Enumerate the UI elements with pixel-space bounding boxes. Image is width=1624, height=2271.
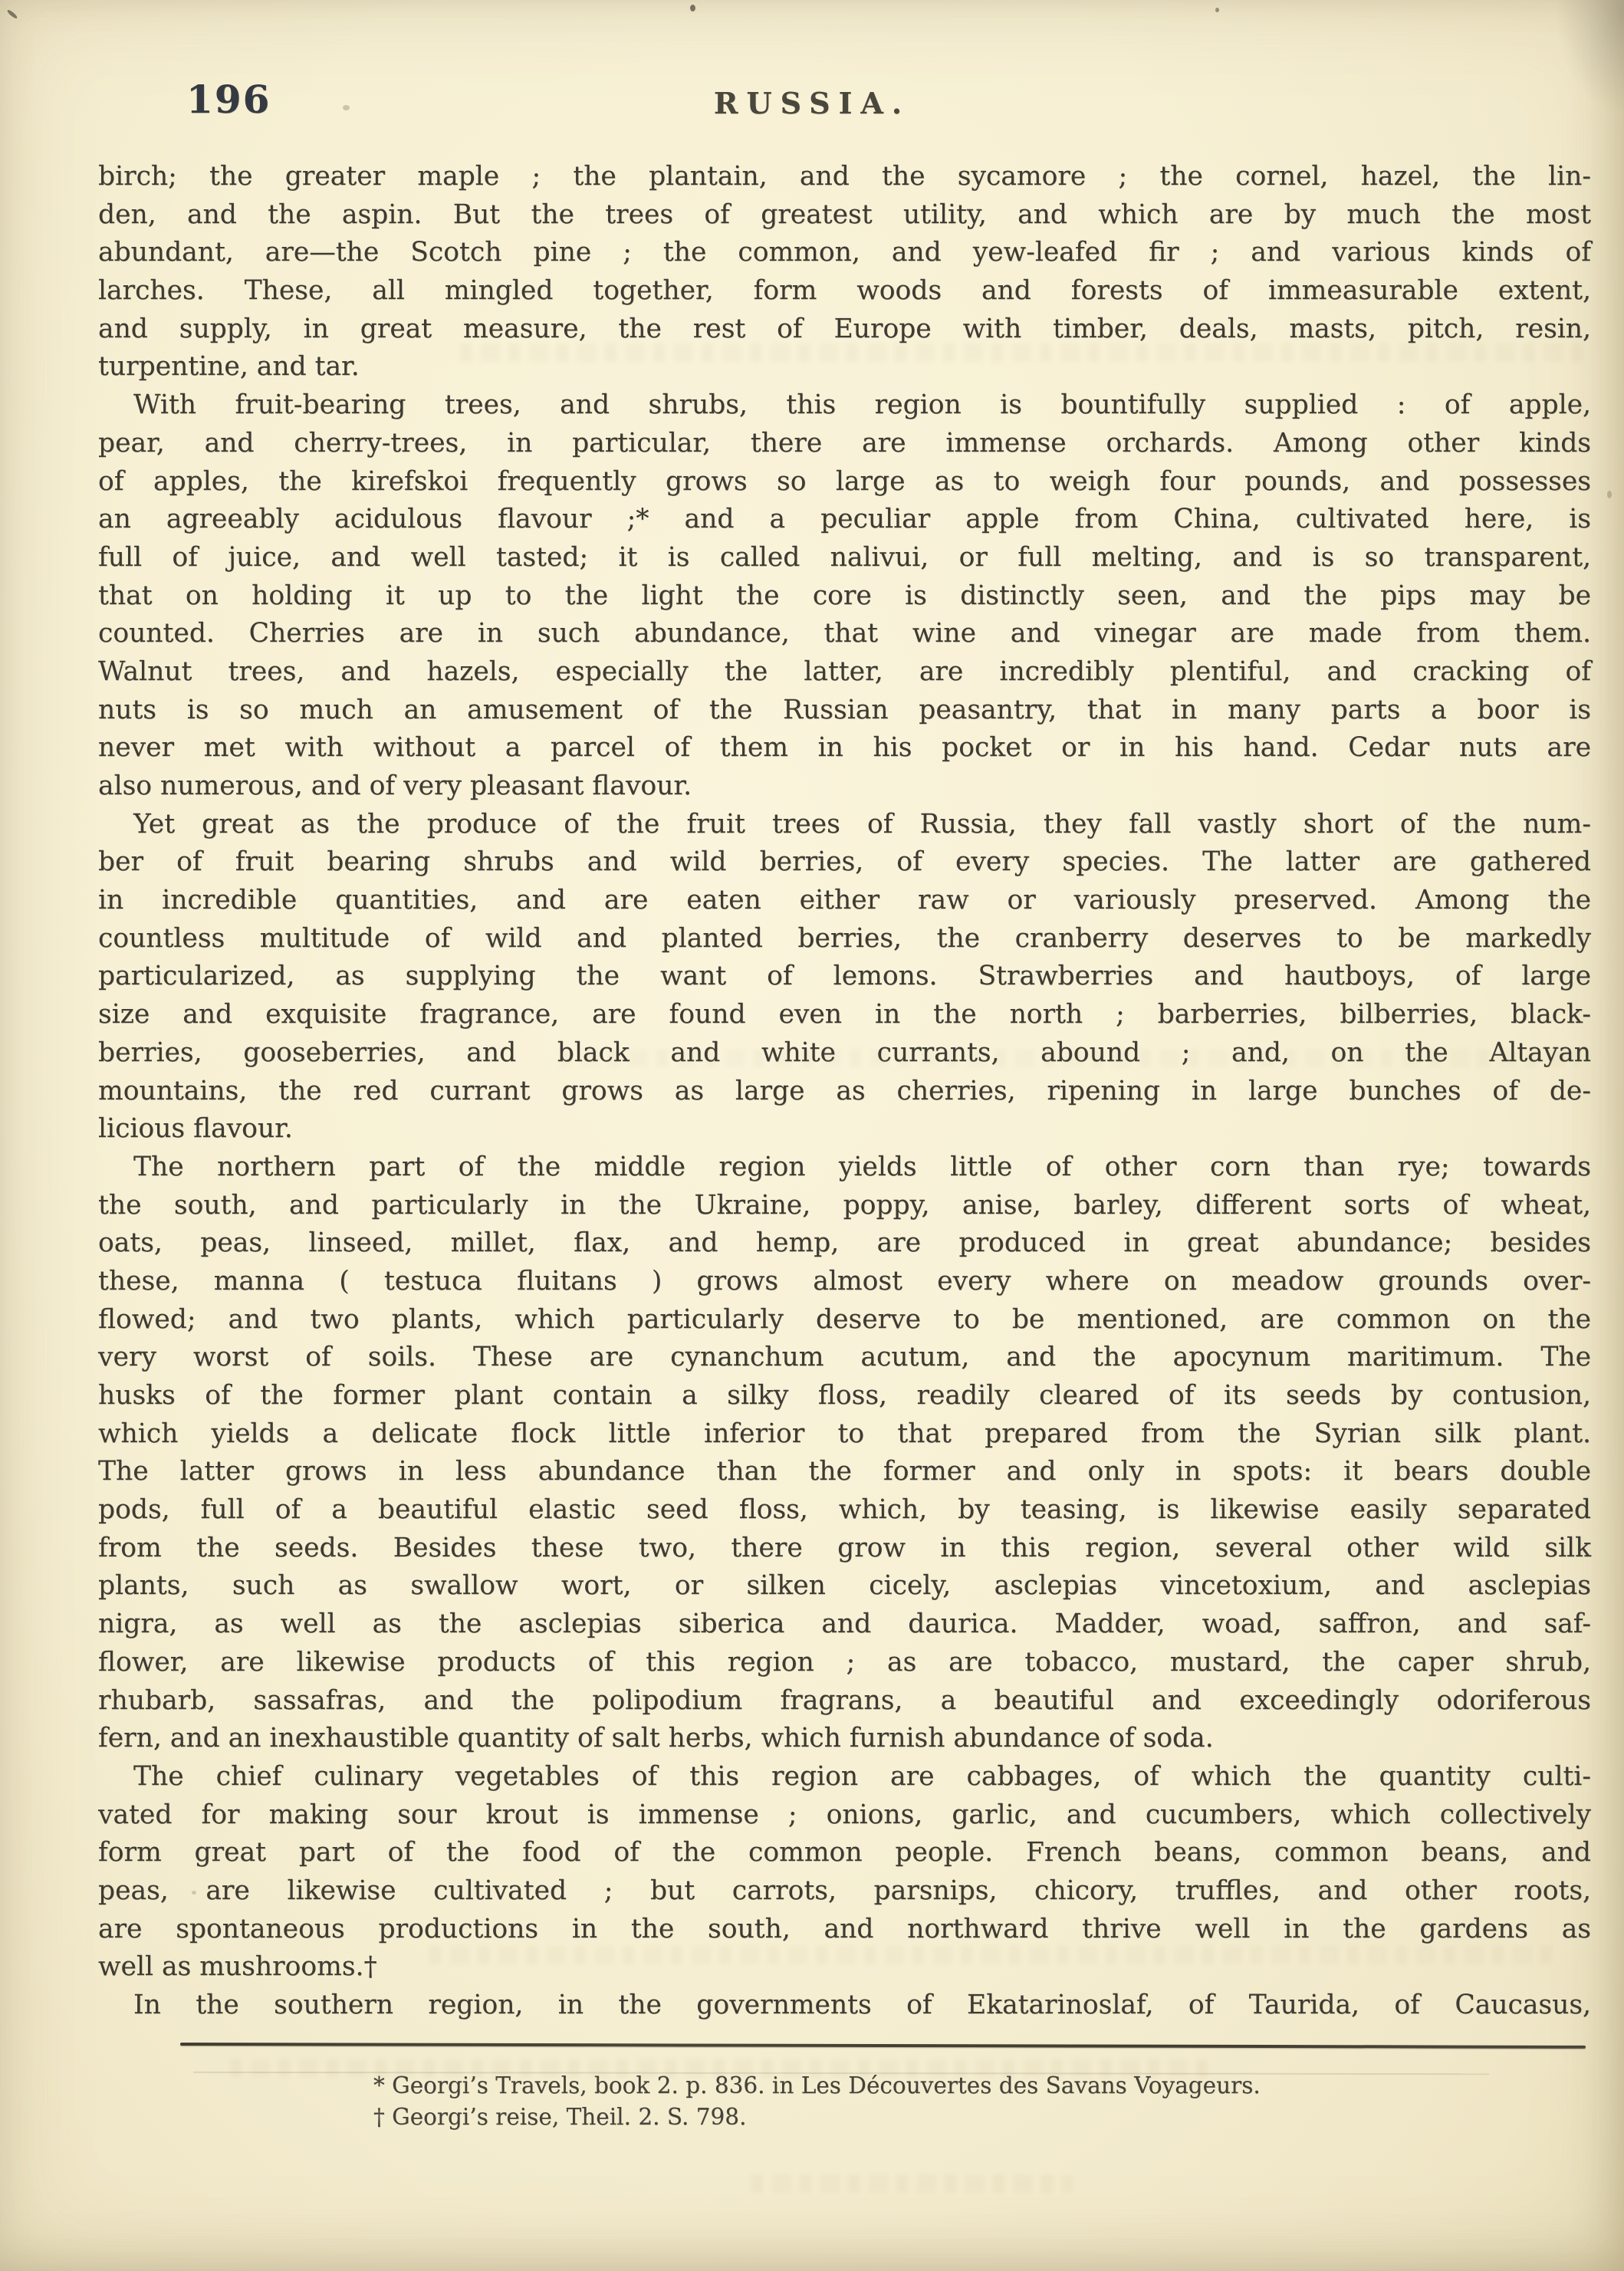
text-line: also numerous, and of very pleasant flavour. (98, 771, 692, 801)
text-line: birch; the greater maple ; the plantain, and the sycamore ; the cornel, hazel, the lin- (98, 161, 1591, 192)
paragraph (98, 806, 1591, 1149)
text-line: pear, and cherry-trees, in particular, there are immense orchards. Among other kinds (98, 427, 1591, 458)
text-line: form great part of the food of the common people. French beans, common beans, and (98, 1837, 1591, 1868)
text-line: husks of the former plant contain a silky floss, readily cleared of its seeds by contusion, (98, 1380, 1591, 1411)
bleed-through-band (751, 2174, 1073, 2193)
page-number: 196 (186, 77, 271, 122)
text-line: ber of fruit bearing shrubs and wild berries, of every species. The latter are gathered (98, 846, 1591, 878)
text-line: peas, are likewise cultivated ; but carrots, parsnips, chicory, truffles, and other roots, (98, 1875, 1591, 1906)
paper-speck (1215, 8, 1219, 12)
text-line: mountains, the red currant grows as large as cherries, ripening in large bunches of de- (98, 1075, 1591, 1106)
text-line: Yet great as the produce of the fruit trees of Russia, they fall vastly short of the num- (133, 808, 1591, 840)
footnote-rule (180, 2043, 1586, 2049)
text-line: an agreeably acidulous flavour ;* and a peculiar apple from China, cultivated here, is (98, 504, 1591, 535)
text-line: countless multitude of wild and planted berries, the cranberry deserves to be markedly (98, 922, 1591, 954)
paragraph (98, 1149, 1591, 1758)
text-line: particularized, as supplying the want of lemons. Strawberries and hautboys, of large (98, 961, 1591, 992)
text-line: rhubarb, sassafras, and the polipodium fragrans, a beautiful and exceedingly odoriferous (98, 1684, 1591, 1716)
text-line: plants, such as swallow wort, or silken cicely, asclepias vincetoxium, and asclepias (98, 1570, 1591, 1602)
text-line: of apples, the kirefskoi frequently grows so large as to weigh four pounds, and possesses (98, 465, 1591, 497)
text-line: In the southern region, in the governments of Ekatarinoslaf, of Taurida, of Caucasus, (133, 1990, 1591, 2020)
text-line: pods, full of a beautiful elastic seed floss, which, by teasing, is likewise easily separated (98, 1494, 1591, 1526)
paragraph (98, 386, 1591, 806)
text-line: flower, are likewise products of this region ; as are tobacco, mustard, the caper shrub, (98, 1646, 1591, 1678)
text-line: oats, peas, linseed, millet, flax, and hemp, are produced in great abundance; besides (98, 1228, 1591, 1259)
paper-speck (6, 8, 18, 19)
text-line: Walnut trees, and hazels, especially the latter, are incredibly plentiful, and cracking of (98, 656, 1591, 687)
text-line: that on holding it up to the light the core is distinctly seen, and the pips may be (98, 580, 1591, 611)
text-line: turpentine, and tar. (98, 351, 360, 383)
text-line: The northern part of the middle region yields little of other corn than rye; towards (133, 1151, 1591, 1182)
text-line: fern, and an inexhaustible quantity of salt herbs, which furnish abundance of soda. (98, 1723, 1214, 1754)
text-line: in incredible quantities, and are eaten either raw or variously preserved. Among the (98, 885, 1591, 916)
text-line: these, manna ( testuca fluitans ) grows almost every where on meadow grounds over- (98, 1265, 1591, 1297)
paragraph (98, 1758, 1591, 1987)
paragraph (98, 1987, 1591, 2025)
text-line: With fruit-bearing trees, and shrubs, this region is bountifully supplied : of apple, (133, 389, 1591, 421)
footnote-line: * Georgi’s Travels, book 2. p. 836. in Les Découvertes des Savans Voyageurs. (373, 2072, 1261, 2098)
paper-speck (192, 1891, 196, 1895)
paper-speck (690, 5, 695, 12)
text-line: the south, and particularly in the Ukraine, poppy, anise, barley, different sorts of wheat, (98, 1189, 1591, 1221)
paper-speck (343, 105, 350, 110)
text-line: and supply, in great measure, the rest of Europe with timber, deals, masts, pitch, resin, (98, 313, 1591, 344)
text-line: are spontaneous productions in the south, and northward thrive well in the gardens as (98, 1913, 1591, 1944)
text-line: abundant, are—the Scotch pine ; the common, and yew-leafed fir ; and various kinds of (98, 237, 1591, 268)
text-line: vated for making sour krout is immense ; onions, garlic, and cucumbers, which collectively (98, 1799, 1591, 1830)
paragraph (98, 158, 1591, 386)
text-line: which yields a delicate flock little inferior to that prepared from the Syrian silk plant. (98, 1418, 1591, 1449)
text-line: The chief culinary vegetables of this region are cabbages, of which the quantity culti- (133, 1760, 1591, 1792)
text-block (98, 158, 1591, 2025)
text-line: nigra, as well as the asclepias siberica and daurica. Madder, woad, saffron, and saf- (98, 1609, 1591, 1640)
text-line: from the seeds. Besides these two, there grow in this region, several other wild silk (98, 1532, 1591, 1563)
text-line: The latter grows in less abundance than the former and only in spots: it bears double (98, 1456, 1591, 1487)
text-line: full of juice, and well tasted; it is called nalivui, or full melting, and is so transparent, (98, 541, 1591, 573)
text-line: den, and the aspin. But the trees of greatest utility, and which are by much the most (98, 199, 1591, 230)
text-line: size and exquisite fragrance, are found even in the north ; barberries, bilberries, black- (98, 999, 1591, 1030)
text-line: flowed; and two plants, which particularly deserve to be mentioned, are common on the (98, 1303, 1591, 1335)
text-line: berries, gooseberries, and black and white currants, abound ; and, on the Altayan (98, 1037, 1591, 1068)
text-line: never met with without a parcel of them in his pocket or in his hand. Cedar nuts are (98, 732, 1591, 764)
text-line: larches. These, all mingled together, form woods and forests of immeasurable extent, (98, 275, 1591, 307)
text-line: licious flavour. (98, 1113, 293, 1145)
text-line: counted. Cherries are in such abundance, that wine and vinegar are made from them. (98, 618, 1591, 649)
text-line: well as mushrooms.† (98, 1951, 377, 1983)
paper-speck (1607, 491, 1612, 498)
footnotes (373, 2070, 1524, 2133)
running-header: RUSSIA. (713, 86, 911, 120)
text-line: very worst of soils. These are cynanchum acutum, and the apocynum maritimum. The (98, 1342, 1591, 1373)
text-line: nuts is so much an amusement of the Russian peasantry, that in many parts a boor is (98, 694, 1591, 725)
footnote-line: † Georgi’s reise, Theil. 2. S. 798. (373, 2104, 747, 2130)
